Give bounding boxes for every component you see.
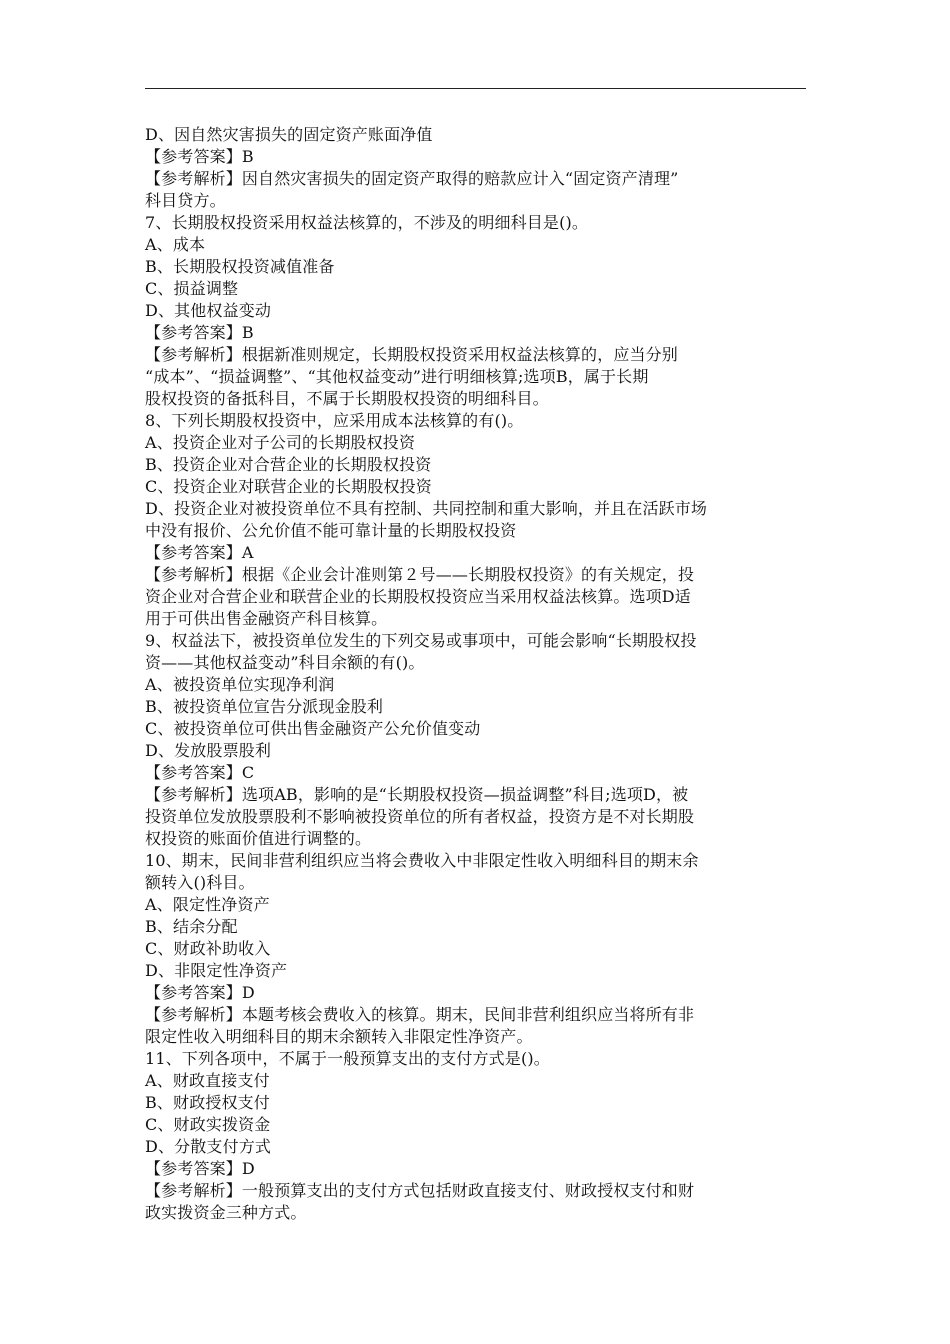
option-line: A、被投资单位实现净利润	[145, 675, 335, 694]
option-line: B、财政授权支付	[145, 1093, 270, 1112]
option-line: C、财政实拨资金	[145, 1115, 271, 1134]
option-line: D、非限定性净资产	[145, 961, 288, 980]
question-line: 10、期末，民间非营利组织应当将会费收入中非限定性收入明细科目的期末余	[145, 851, 699, 870]
explanation-line: 【参考解析】根据《企业会计准则第２号——长期股权投资》的有关规定，投	[145, 565, 695, 584]
option-line: A、财政直接支付	[145, 1071, 270, 1090]
option-line: D、投资企业对被投资单位不具有控制、共同控制和重大影响，并且在活跃市场	[145, 499, 708, 518]
explanation-line: 科目贷方。	[145, 191, 226, 210]
option-line: B、结余分配	[145, 917, 238, 936]
option-line: A、限定性净资产	[145, 895, 270, 914]
answer-line: 【参考答案】A	[145, 543, 254, 562]
explanation-line: 【参考解析】本题考核会费收入的核算。期末，民间非营利组织应当将所有非	[145, 1005, 695, 1024]
question-line: 11、下列各项中，不属于一般预算支出的支付方式是()。	[145, 1049, 550, 1068]
explanation-line: 投资单位发放股票股利不影响被投资单位的所有者权益，投资方是不对长期股	[145, 807, 695, 826]
explanation-line: “成本”、“损益调整”、“其他权益变动”进行明细核算;选项B，属于长期	[145, 367, 649, 386]
explanation-line: 【参考解析】选项AB，影响的是“长期股权投资—损益调整”科目;选项D，被	[145, 785, 689, 804]
question-line: 9、权益法下，被投资单位发生的下列交易或事项中，可能会影响“长期股权投	[145, 631, 697, 650]
answer-line: 【参考答案】D	[145, 1159, 255, 1178]
option-line: B、长期股权投资减值准备	[145, 257, 335, 276]
explanation-line: 【参考解析】一般预算支出的支付方式包括财政直接支付、财政授权支付和财	[145, 1181, 695, 1200]
answer-line: 【参考答案】D	[145, 983, 255, 1002]
option-line: C、财政补助收入	[145, 939, 271, 958]
question-line: 8、下列长期股权投资中，应采用成本法核算的有()。	[145, 411, 524, 430]
explanation-line: 政实拨资金三种方式。	[145, 1203, 307, 1222]
explanation-line: 股权投资的备抵科目，不属于长期股权投资的明细科目。	[145, 389, 549, 408]
option-line: B、投资企业对合营企业的长期股权投资	[145, 455, 432, 474]
explanation-line: 【参考解析】因自然灾害损失的固定资产取得的赔款应计入“固定资产清理”	[145, 169, 679, 188]
option-line: D、分散支付方式	[145, 1137, 272, 1156]
option-line: C、投资企业对联营企业的长期股权投资	[145, 477, 432, 496]
option-line: D、其他权益变动	[145, 301, 272, 320]
answer-line: 【参考答案】B	[145, 323, 254, 342]
option-line: A、投资企业对子公司的长期股权投资	[145, 433, 416, 452]
option-line: A、成本	[145, 235, 206, 254]
explanation-line: 资企业对合营企业和联营企业的长期股权投资应当采用权益法核算。选项D适	[145, 587, 691, 606]
option-line: D、发放股票股利	[145, 741, 272, 760]
question-line: 额转入()科目。	[145, 873, 255, 892]
option-line: B、被投资单位宣告分派现金股利	[145, 697, 384, 716]
explanation-line: 限定性收入明细科目的期末余额转入非限定性净资产。	[145, 1027, 533, 1046]
document-body	[145, 124, 809, 1224]
answer-line: 【参考答案】B	[145, 147, 254, 166]
answer-line: 【参考答案】C	[145, 763, 255, 782]
question-line: 7、长期股权投资采用权益法核算的，不涉及的明细科目是()。	[145, 213, 589, 232]
option-line: C、被投资单位可供出售金融资产公允价值变动	[145, 719, 481, 738]
option-line: 中没有报价、公允价值不能可靠计量的长期股权投资	[145, 521, 517, 540]
explanation-line: 【参考解析】根据新准则规定，长期股权投资采用权益法核算的，应当分别	[145, 345, 678, 364]
header-rule	[145, 88, 806, 89]
question-line: 资——其他权益变动”科目余额的有()。	[145, 653, 425, 672]
explanation-line: 用于可供出售金融资产科目核算。	[145, 609, 388, 628]
option-line: C、损益调整	[145, 279, 239, 298]
explanation-line: 权投资的账面价值进行调整的。	[145, 829, 372, 848]
option-line: D、因自然灾害损失的固定资产账面净值	[145, 125, 433, 144]
